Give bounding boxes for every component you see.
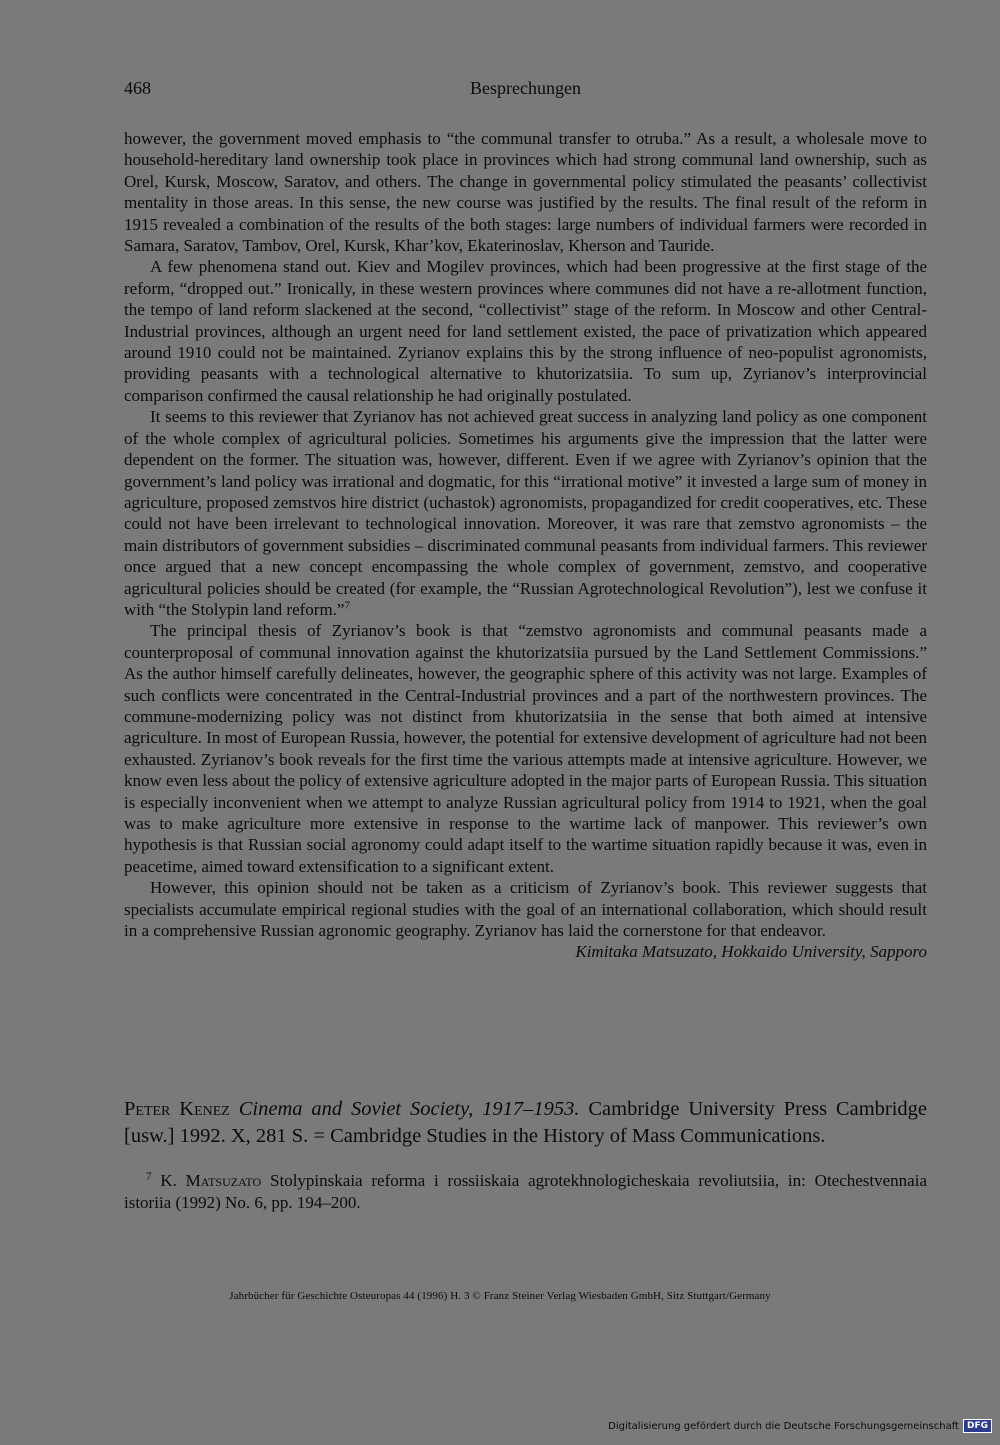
paragraph-3-text: It seems to this reviewer that Zyrianov has not achieved great success in analyzing land policy as one component of the whole complex of agricultural policies. Sometimes his arguments give the impression that the latter were dependent on the former. The situation was, however, different. Even if we agree with Zyrianov’s opinion that the government’s land policy was irrational and dogmatic, for this “irrational motive” it invested a large sum of money in agriculture, proposed zemstvos hire district (uchastok) agronomists, propagandized for credit cooperatives, etc. These could not have been irrelevant to technological innovation. Moreover, it was rare that zemstvo agronomists – the main distributors of government subsidies – discriminated communal peasants from individual farmers. This reviewer once argued that a new concept encompassing the whole complex of government, zemstvo, and cooperative agricultural policies should be created (for example, the “Russian Agrotechnological Revolution”), lest we confuse it with “the Stolypin land reform.”: [124, 407, 927, 619]
paragraph-5: [124, 877, 927, 941]
review-body: [124, 128, 927, 963]
reviewer-signature: Kimitaka Matsuzato, Hokkaido University, Sapporo: [575, 942, 927, 962]
footnote: [124, 1170, 927, 1214]
footnote-text: Stolypinskaia reforma i rossiiskaia agrotekhnologicheskaia revoliutsiia, in: Otechestvennaia istoriia (1992) No. 6, pp. 194–200.: [124, 1171, 927, 1212]
running-head: Besprechungen: [470, 78, 581, 98]
publisher-imprint: Jahrbücher für Geschichte Osteuropas 44 (1996) H. 3 © Franz Steiner Verlag Wiesbaden GmbH, Sitz Stuttgart/Germany: [229, 1290, 771, 1302]
paragraph-5-text: However, this opinion should not be taken as a criticism of Zyrianov’s book. This reviewer suggests that specialists accumulate empirical regional studies with the goal of an international collaboration, which should result in a comprehensive Russian agronomic geography. Zyrianov has laid the cornerstone for that endeavor.: [124, 878, 927, 941]
next-review-details: Cambridge University Press Cambridge [usw.] 1992. X, 281 S. = Cambridge Studies in the History of Mass Communications.: [124, 1098, 928, 1147]
dfg-logo: DFG: [963, 1419, 992, 1433]
signature-line: [124, 941, 927, 962]
next-review-author: Peter Kenez: [124, 1098, 230, 1120]
page-number: 468: [124, 78, 151, 98]
digitization-text: Digitalisierung gefördert durch die Deutsche Forschungsgemeinschaft: [608, 1420, 959, 1432]
paragraph-3: [124, 406, 927, 620]
footnote-number: 7: [146, 1170, 152, 1183]
paragraph-4: The principal thesis of Zyrianov’s book is that “zemstvo agronomists and communal peasants made a counterproposal of communal innovation against the khutorizatsiia pursued by the Land Settlement Commissions.” As the author himself carefully delineates, however, the geographic sphere of this activity was not large. Examples of such conflicts were concentrated in the Central-Industrial provinces and a part of the northwestern provinces. The commune-modernizing policy was not distinct from khutorizatsiia in the sense that both aimed at intensive agriculture. In most of European Russia, however, the potential for extensive development of agriculture had not been exhausted. Zyrianov’s book reveals for the first time the various attempts made at intensive agriculture. However, we know even less about the policy of extensive agriculture adopted in the major parts of European Russia. This situation is especially inconvenient when we attempt to analyze Russian agricultural policy from 1914 to 1921, when the goal was to make agriculture more extensive in response to the wartime lack of manpower. This reviewer’s own hypothesis is that Russian social agronomy could adapt itself to the wartime situation rapidly because it was, even in peacetime, aimed toward extensification to a significant extent.: [124, 621, 927, 876]
paragraph-2: A few phenomena stand out. Kiev and Mogilev provinces, which had been progressive at the first stage of the reform, “dropped out.” Ironically, in these western provinces where communes did not have a re-allotment function, the tempo of land reform slackened at the second, “collectivist” stage of the reform. In Moscow and other Central-Industrial provinces, although an urgent need for land settlement existed, the pace of privatization which appeared around 1910 could not be maintained. Zyrianov explains this by the strong influence of neo-populist agronomists, providing peasants with a technological alternative to khutorizatsiia. To sum up, Zyrianov’s interprovincial comparison confirmed the causal relationship he had originally postulated.: [124, 257, 927, 405]
footnote-author: K. Matsuzato: [160, 1171, 262, 1190]
paragraph-1: however, the government moved emphasis to “the communal transfer to otruba.” As a result, a wholesale move to household-hereditary land ownership took place in provinces which had strong communal land ownership, such as Orel, Kursk, Moscow, Saratov, and others. The change in governmental policy stimulated the peasants’ collectivist mentality in those areas. In this sense, the new course was justified by the results. The final result of the reform in 1915 revealed a combination of the results of the both stages: large numbers of individual farmers were recorded in Samara, Saratov, Tambov, Orel, Kursk, Khar’kov, Ekaterinoslav, Kherson and Tauride.: [124, 129, 927, 256]
page-header: [124, 78, 927, 104]
footnote-ref: 7: [344, 599, 350, 612]
digitization-note: [608, 1419, 992, 1433]
next-review-title: Cinema and Soviet Society, 1917–1953.: [238, 1098, 580, 1120]
next-review-heading: [124, 1096, 927, 1150]
